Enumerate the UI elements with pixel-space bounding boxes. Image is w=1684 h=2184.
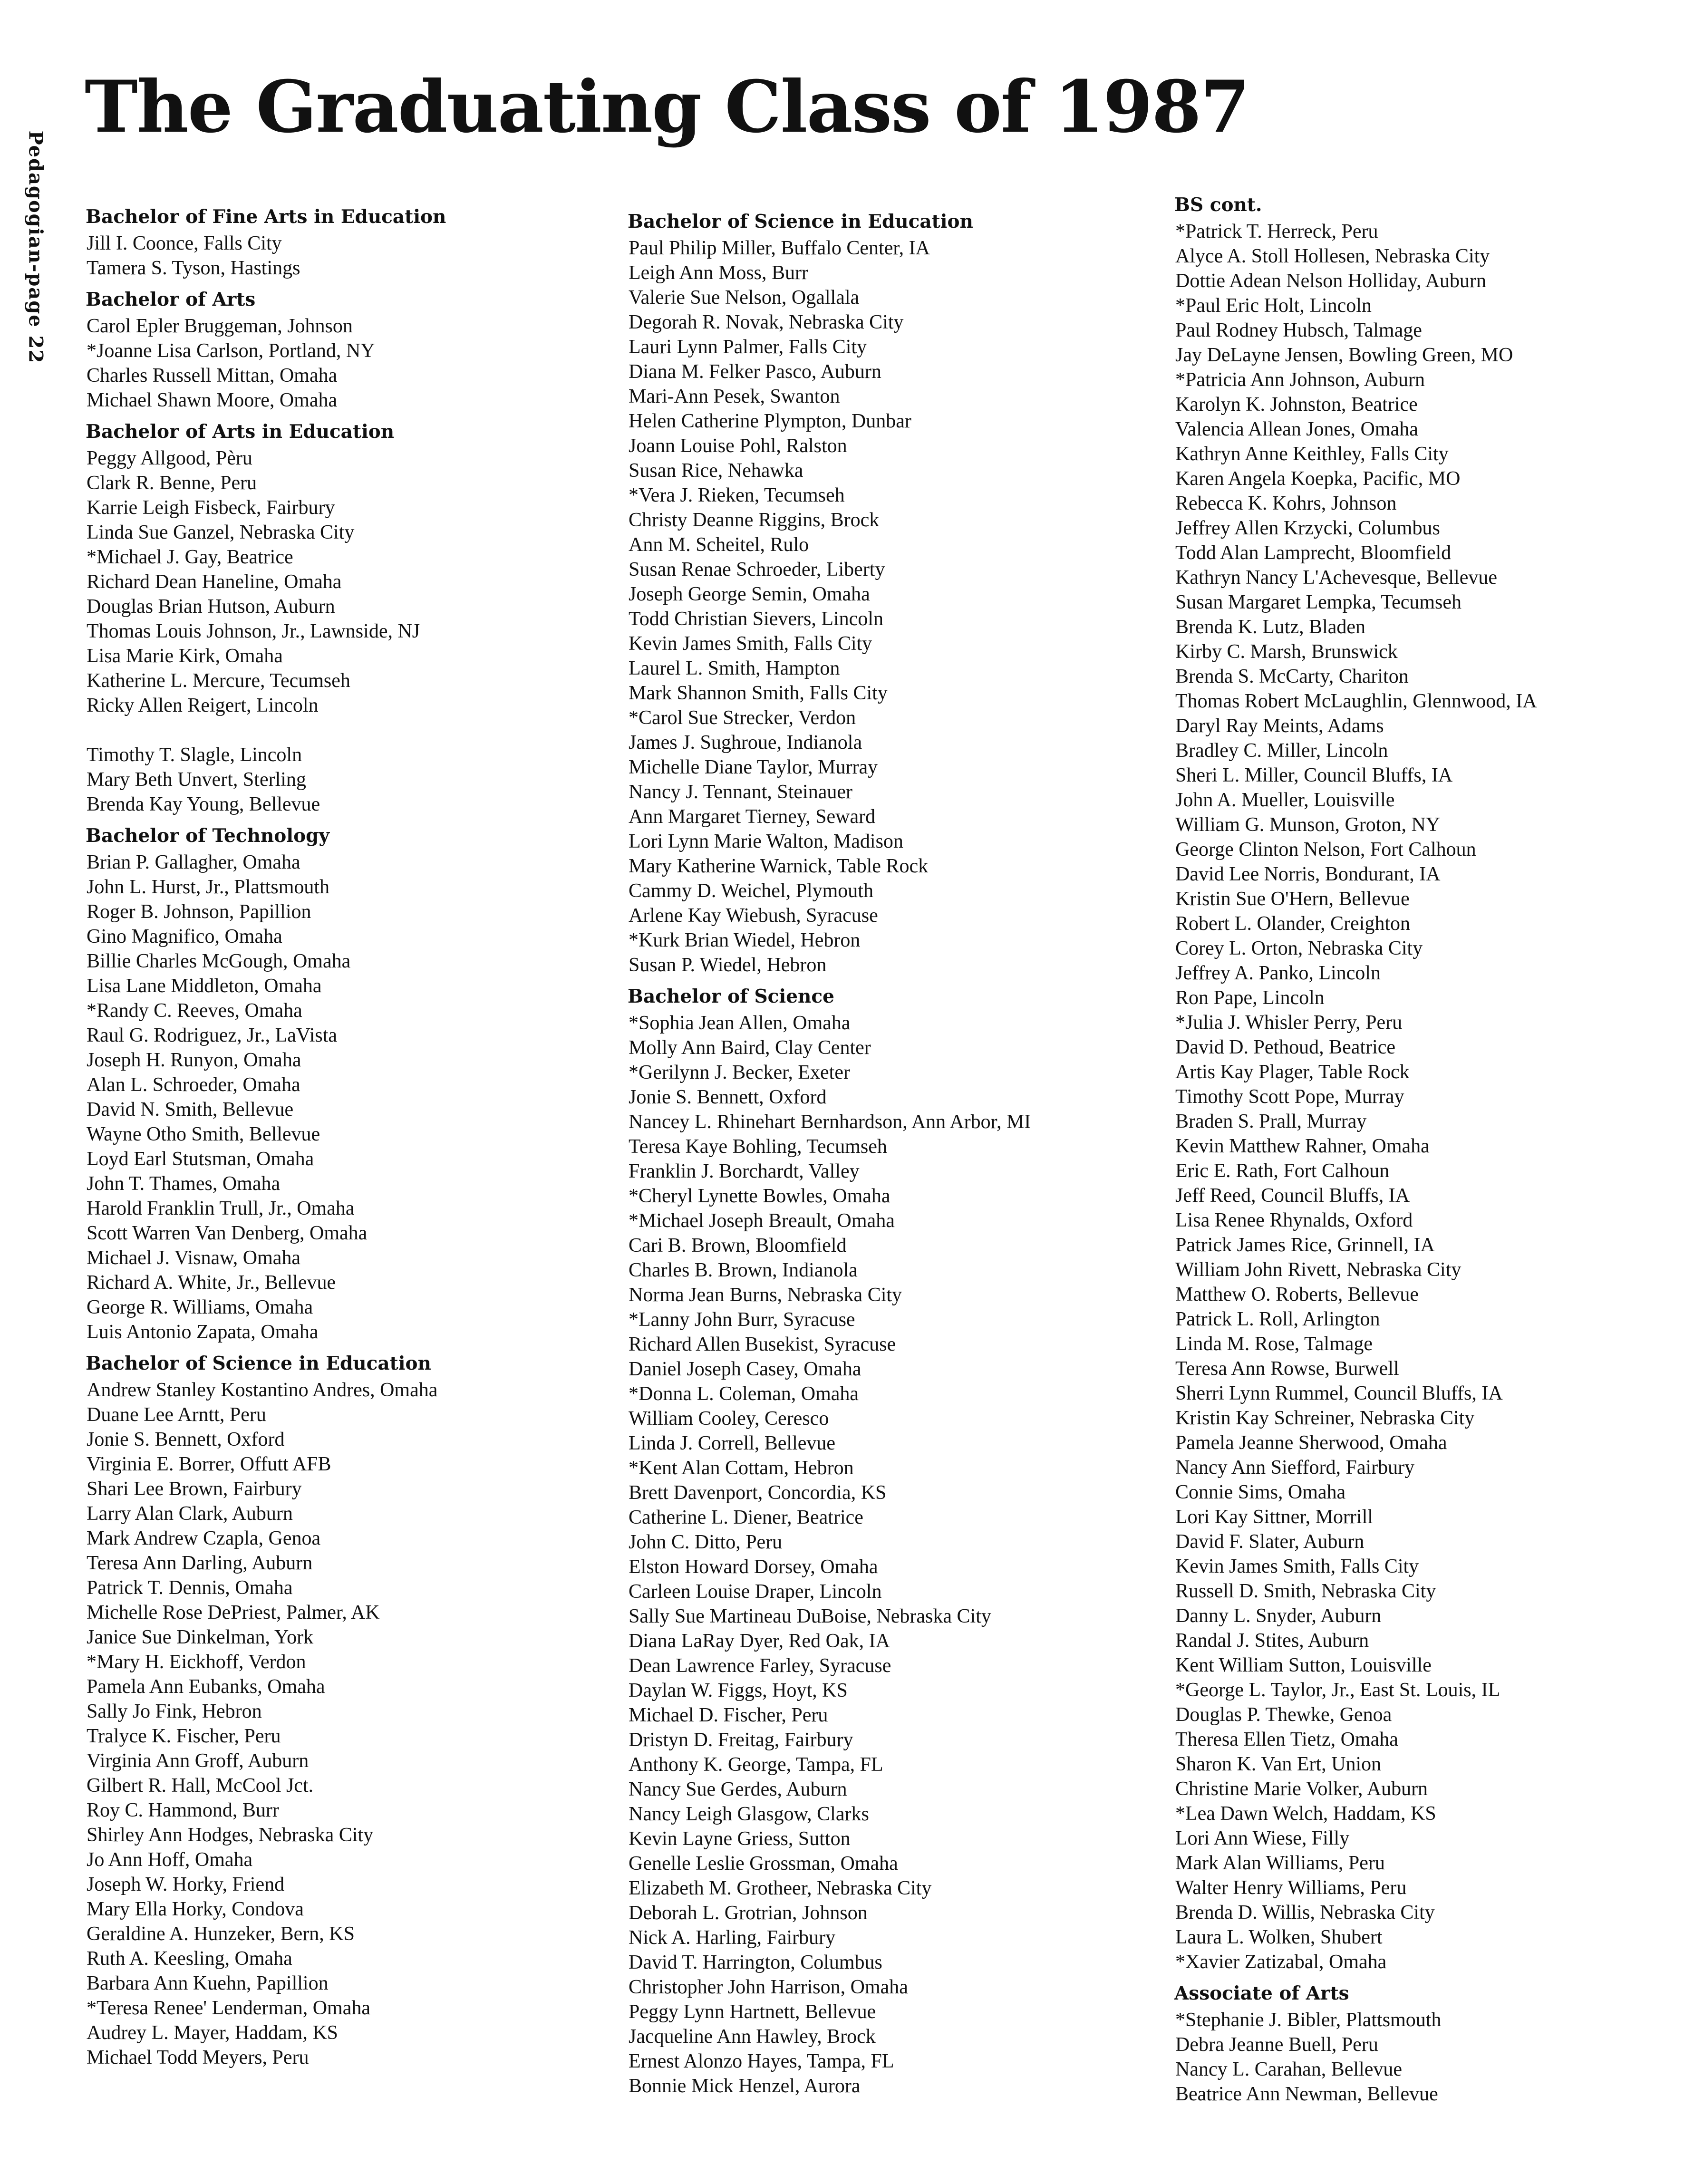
graduate-entry: Diana LaRay Dyer, Red Oak, IA bbox=[629, 1630, 890, 1652]
graduate-entry: Timothy T. Slagle, Lincoln bbox=[87, 744, 302, 766]
graduate-entry: Jacqueline Ann Hawley, Brock bbox=[629, 2026, 876, 2048]
graduate-entry: Virginia Ann Groff, Auburn bbox=[87, 1750, 309, 1772]
graduate-entry: George Clinton Nelson, Fort Calhoun bbox=[1175, 839, 1476, 860]
graduate-entry: Shirley Ann Hodges, Nebraska City bbox=[87, 1824, 374, 1846]
graduate-entry: Matthew O. Roberts, Bellevue bbox=[1175, 1284, 1419, 1305]
graduate-entry: *Patricia Ann Johnson, Auburn bbox=[1175, 369, 1425, 391]
graduate-entry: Michelle Diane Taylor, Murray bbox=[629, 756, 878, 778]
graduate-entry: Jonie S. Bennett, Oxford bbox=[629, 1086, 827, 1108]
graduate-entry: *Stephanie J. Bibler, Plattsmouth bbox=[1175, 2009, 1442, 2031]
section-heading: Bachelor of Science in Education bbox=[86, 1353, 431, 1374]
graduate-entry: *Cheryl Lynette Bowles, Omaha bbox=[629, 1185, 890, 1207]
graduate-entry: Leigh Ann Moss, Burr bbox=[629, 262, 808, 284]
graduate-entry: Ann M. Scheitel, Rulo bbox=[629, 534, 809, 556]
graduate-entry: Patrick T. Dennis, Omaha bbox=[87, 1577, 293, 1599]
graduate-entry: Loyd Earl Stutsman, Omaha bbox=[87, 1148, 314, 1170]
graduate-entry: Paul Philip Miller, Buffalo Center, IA bbox=[629, 237, 930, 259]
graduate-entry: Mari-Ann Pesek, Swanton bbox=[629, 386, 840, 407]
graduate-entry: Richard A. White, Jr., Bellevue bbox=[87, 1272, 336, 1294]
graduate-entry: Russell D. Smith, Nebraska City bbox=[1175, 1580, 1436, 1602]
graduate-entry: *Michael Joseph Breault, Omaha bbox=[629, 1210, 895, 1232]
section-heading: Bachelor of Science bbox=[628, 986, 834, 1007]
graduate-entry: Lori Ann Wiese, Filly bbox=[1175, 1827, 1350, 1849]
graduate-entry: Teresa Ann Darling, Auburn bbox=[87, 1552, 313, 1574]
graduate-list bbox=[86, 743, 580, 817]
graduate-entry: Corey L. Orton, Nebraska City bbox=[1175, 937, 1423, 959]
graduate-entry: Ernest Alonzo Hayes, Tampa, FL bbox=[629, 2050, 894, 2072]
graduate-entry: Robert L. Olander, Creighton bbox=[1175, 913, 1411, 935]
page-title: The Graduating Class of 1987 bbox=[85, 65, 1249, 149]
graduate-entry: Alan L. Schroeder, Omaha bbox=[87, 1074, 300, 1096]
graduate-list bbox=[86, 1378, 580, 2070]
graduate-entry: Molly Ann Baird, Clay Center bbox=[629, 1037, 871, 1059]
graduate-entry: Ricky Allen Reigert, Lincoln bbox=[87, 695, 319, 716]
graduate-entry: Mary Katherine Warnick, Table Rock bbox=[629, 855, 929, 877]
graduate-entry: Tamera S. Tyson, Hastings bbox=[87, 257, 300, 279]
graduate-entry: Jay DeLayne Jensen, Bowling Green, MO bbox=[1175, 344, 1513, 366]
graduate-entry: Genelle Leslie Grossman, Omaha bbox=[629, 1853, 898, 1875]
column-2 bbox=[628, 209, 1132, 2098]
graduate-entry: David N. Smith, Bellevue bbox=[87, 1099, 294, 1121]
graduate-entry: Ann Margaret Tierney, Seward bbox=[629, 806, 876, 828]
graduate-list bbox=[86, 850, 580, 1344]
graduate-entry: *Donna L. Coleman, Omaha bbox=[629, 1383, 859, 1405]
graduate-entry: Anthony K. George, Tampa, FL bbox=[629, 1754, 883, 1776]
graduate-entry: Nancy J. Tennant, Steinauer bbox=[629, 781, 852, 803]
graduate-entry: Arlene Kay Wiebush, Syracuse bbox=[629, 905, 878, 927]
graduate-entry: Bonnie Mick Henzel, Aurora bbox=[629, 2075, 861, 2097]
graduate-entry: Eric E. Rath, Fort Calhoun bbox=[1175, 1160, 1390, 1182]
graduate-entry: Nick A. Harling, Fairbury bbox=[629, 1927, 836, 1949]
graduate-entry: Sally Jo Fink, Hebron bbox=[87, 1701, 262, 1722]
graduate-entry: Shari Lee Brown, Fairbury bbox=[87, 1478, 302, 1500]
graduate-list bbox=[86, 446, 580, 718]
graduate-entry: *Kent Alan Cottam, Hebron bbox=[629, 1457, 854, 1479]
graduate-entry: Thomas Louis Johnson, Jr., Lawnside, NJ bbox=[87, 620, 420, 642]
graduate-entry: Scott Warren Van Denberg, Omaha bbox=[87, 1222, 368, 1244]
graduate-entry: Dottie Adean Nelson Holliday, Auburn bbox=[1175, 270, 1487, 292]
graduate-entry: David D. Pethoud, Beatrice bbox=[1175, 1036, 1396, 1058]
graduate-entry: Joseph H. Runyon, Omaha bbox=[87, 1049, 301, 1071]
graduate-entry: Roy C. Hammond, Burr bbox=[87, 1799, 279, 1821]
graduate-entry: Thomas Robert McLaughlin, Glennwood, IA bbox=[1175, 690, 1537, 712]
graduate-entry: Peggy Lynn Hartnett, Bellevue bbox=[629, 2001, 876, 2023]
graduate-entry: Braden S. Prall, Murray bbox=[1175, 1111, 1367, 1132]
graduate-entry: Timothy Scott Pope, Murray bbox=[1175, 1086, 1404, 1108]
graduate-entry: *Joanne Lisa Carlson, Portland, NY bbox=[87, 340, 375, 362]
graduate-entry: *Julia J. Whisler Perry, Peru bbox=[1175, 1012, 1403, 1034]
graduate-entry: *Carol Sue Strecker, Verdon bbox=[629, 707, 856, 729]
graduate-entry: John A. Mueller, Louisville bbox=[1175, 789, 1395, 811]
graduate-entry: Wayne Otho Smith, Bellevue bbox=[87, 1123, 320, 1145]
graduate-entry: *Lanny John Burr, Syracuse bbox=[629, 1309, 855, 1331]
graduate-entry: Valerie Sue Nelson, Ogallala bbox=[629, 287, 860, 309]
graduate-entry: Katherine L. Mercure, Tecumseh bbox=[87, 670, 350, 692]
graduate-entry: Janice Sue Dinkelman, York bbox=[87, 1626, 314, 1648]
graduate-entry: Valencia Allean Jones, Omaha bbox=[1175, 418, 1418, 440]
graduate-entry: Lori Lynn Marie Walton, Madison bbox=[629, 831, 903, 852]
graduate-entry: Lisa Renee Rhynalds, Oxford bbox=[1175, 1209, 1413, 1231]
graduate-entry: Susan Renae Schroeder, Liberty bbox=[629, 559, 885, 580]
graduate-entry: *Paul Eric Holt, Lincoln bbox=[1175, 295, 1372, 317]
graduate-entry: *Michael J. Gay, Beatrice bbox=[87, 546, 293, 568]
graduate-entry: Catherine L. Diener, Beatrice bbox=[629, 1507, 863, 1528]
graduate-entry: Sharon K. Van Ert, Union bbox=[1175, 1753, 1382, 1775]
graduate-list bbox=[628, 236, 1132, 977]
graduate-entry: Kathryn Nancy L'Achevesque, Bellevue bbox=[1175, 567, 1497, 589]
graduate-entry: Walter Henry Williams, Peru bbox=[1175, 1877, 1407, 1899]
graduate-entry: *Gerilynn J. Becker, Exeter bbox=[629, 1062, 850, 1083]
graduate-entry: Michelle Rose DePriest, Palmer, AK bbox=[87, 1602, 380, 1624]
graduate-entry: *Teresa Renee' Lenderman, Omaha bbox=[87, 1997, 371, 2019]
graduate-entry: Tralyce K. Fischer, Peru bbox=[87, 1725, 281, 1747]
graduate-entry: Lisa Lane Middleton, Omaha bbox=[87, 975, 322, 997]
graduate-entry: Susan Margaret Lempka, Tecumseh bbox=[1175, 591, 1462, 613]
graduate-entry: Karolyn K. Johnston, Beatrice bbox=[1175, 394, 1418, 416]
graduate-entry: Diana M. Felker Pasco, Auburn bbox=[629, 361, 881, 383]
graduate-entry: Nancy Leigh Glasgow, Clarks bbox=[629, 1803, 869, 1825]
page-side-label bbox=[19, 124, 52, 371]
graduate-entry: James J. Sughroue, Indianola bbox=[629, 732, 862, 754]
graduate-entry: John L. Hurst, Jr., Plattsmouth bbox=[87, 876, 330, 898]
graduate-entry: Kent William Sutton, Louisville bbox=[1175, 1654, 1432, 1676]
graduate-entry: Linda J. Correll, Bellevue bbox=[629, 1432, 836, 1454]
graduate-entry: *Lea Dawn Welch, Haddam, KS bbox=[1175, 1803, 1436, 1825]
graduate-entry: Billie Charles McGough, Omaha bbox=[87, 950, 351, 972]
graduate-entry: Brenda Kay Young, Bellevue bbox=[87, 793, 320, 815]
section-heading: Bachelor of Arts in Education bbox=[86, 421, 395, 443]
graduate-entry: Deborah L. Grotrian, Johnson bbox=[629, 1902, 868, 1924]
graduate-entry: *Randy C. Reeves, Omaha bbox=[87, 1000, 302, 1022]
graduate-entry: Sally Sue Martineau DuBoise, Nebraska City bbox=[629, 1605, 991, 1627]
graduate-entry: Virginia E. Borrer, Offutt AFB bbox=[87, 1453, 331, 1475]
graduate-entry: Norma Jean Burns, Nebraska City bbox=[629, 1284, 902, 1306]
section-heading: Bachelor of Technology bbox=[86, 825, 330, 847]
section-heading: Bachelor of Science in Education bbox=[628, 211, 973, 232]
graduate-entry: Brett Davenport, Concordia, KS bbox=[629, 1482, 887, 1504]
graduate-entry: Lori Kay Sittner, Morrill bbox=[1175, 1506, 1373, 1528]
graduate-entry: Dean Lawrence Farley, Syracuse bbox=[629, 1655, 891, 1677]
graduate-entry: Christopher John Harrison, Omaha bbox=[629, 1976, 908, 1998]
graduate-entry: Mark Alan Williams, Peru bbox=[1175, 1852, 1385, 1874]
graduate-entry: Douglas Brian Hutson, Auburn bbox=[87, 596, 335, 618]
graduate-entry: Cari B. Brown, Bloomfield bbox=[629, 1235, 847, 1256]
graduate-entry: Mark Andrew Czapla, Genoa bbox=[87, 1527, 321, 1549]
graduate-entry: Carleen Louise Draper, Lincoln bbox=[629, 1581, 882, 1603]
graduate-entry: Kevin James Smith, Falls City bbox=[1175, 1556, 1419, 1577]
section-heading: Bachelor of Fine Arts in Education bbox=[86, 206, 446, 228]
graduate-entry: Raul G. Rodriguez, Jr., LaVista bbox=[87, 1024, 338, 1046]
graduate-entry: William John Rivett, Nebraska City bbox=[1175, 1259, 1461, 1281]
graduate-entry: *Mary H. Eickhoff, Verdon bbox=[87, 1651, 306, 1673]
graduate-entry: Artis Kay Plager, Table Rock bbox=[1175, 1061, 1410, 1083]
graduate-entry: Charles B. Brown, Indianola bbox=[629, 1259, 858, 1281]
graduate-entry: Jeffrey A. Panko, Lincoln bbox=[1175, 962, 1381, 984]
graduate-entry: Duane Lee Arntt, Peru bbox=[87, 1404, 266, 1426]
graduate-entry: Joann Louise Pohl, Ralston bbox=[629, 435, 847, 457]
graduate-entry: Daylan W. Figgs, Hoyt, KS bbox=[629, 1680, 848, 1701]
graduate-entry: Mary Beth Unvert, Sterling bbox=[87, 769, 306, 791]
graduate-entry: Jill I. Coonce, Falls City bbox=[87, 232, 282, 254]
graduate-entry: Dristyn D. Freitag, Fairbury bbox=[629, 1729, 853, 1751]
graduate-entry: Michael J. Visnaw, Omaha bbox=[87, 1247, 301, 1269]
graduate-entry: John C. Ditto, Peru bbox=[629, 1531, 783, 1553]
graduate-entry: Carol Epler Bruggeman, Johnson bbox=[87, 315, 353, 337]
graduate-entry: Helen Catherine Plympton, Dunbar bbox=[629, 410, 911, 432]
graduate-entry: Mark Shannon Smith, Falls City bbox=[629, 682, 888, 704]
graduate-entry: *Kurk Brian Wiedel, Hebron bbox=[629, 929, 861, 951]
graduate-entry: William Cooley, Ceresco bbox=[629, 1408, 829, 1430]
graduate-entry: Sheri L. Miller, Council Bluffs, IA bbox=[1175, 764, 1453, 786]
graduate-entry: Debra Jeanne Buell, Peru bbox=[1175, 2034, 1378, 2056]
graduate-list bbox=[86, 231, 580, 280]
graduate-entry: John T. Thames, Omaha bbox=[87, 1173, 281, 1195]
graduate-entry: Elston Howard Dorsey, Omaha bbox=[629, 1556, 878, 1578]
graduate-entry: Linda M. Rose, Talmage bbox=[1175, 1333, 1373, 1355]
graduate-entry: Mary Ella Horky, Condova bbox=[87, 1898, 304, 1920]
graduate-entry: Ron Pape, Lincoln bbox=[1175, 987, 1325, 1009]
graduate-entry: Jonie S. Bennett, Oxford bbox=[87, 1429, 285, 1450]
graduate-entry: Karen Angela Koepka, Pacific, MO bbox=[1175, 468, 1461, 490]
graduate-entry: Geraldine A. Hunzeker, Bern, KS bbox=[87, 1923, 355, 1945]
graduate-entry: Gilbert R. Hall, McCool Jct. bbox=[87, 1775, 314, 1797]
graduate-entry: Jeffrey Allen Krzycki, Columbus bbox=[1175, 517, 1440, 539]
graduate-entry: *Vera J. Rieken, Tecumseh bbox=[629, 484, 845, 506]
graduate-entry: George R. Williams, Omaha bbox=[87, 1296, 313, 1318]
graduate-entry: Lisa Marie Kirk, Omaha bbox=[87, 645, 283, 667]
graduate-entry: Clark R. Benne, Peru bbox=[87, 472, 257, 494]
graduate-entry: Todd Alan Lamprecht, Bloomfield bbox=[1175, 542, 1452, 564]
graduate-entry: Kristin Sue O'Hern, Bellevue bbox=[1175, 888, 1410, 910]
graduate-entry: Susan P. Wiedel, Hebron bbox=[629, 954, 827, 976]
graduate-entry: Bradley C. Miller, Lincoln bbox=[1175, 740, 1388, 762]
graduate-entry: Danny L. Snyder, Auburn bbox=[1175, 1605, 1382, 1627]
graduate-entry: David T. Harrington, Columbus bbox=[629, 1952, 882, 1973]
graduate-entry: Pamela Ann Eubanks, Omaha bbox=[87, 1676, 325, 1698]
graduate-entry: Rebecca K. Kohrs, Johnson bbox=[1175, 493, 1397, 514]
section-heading: BS cont. bbox=[1174, 194, 1262, 216]
graduate-entry: Randal J. Stites, Auburn bbox=[1175, 1630, 1369, 1652]
graduate-entry: Joseph George Semin, Omaha bbox=[629, 583, 870, 605]
graduate-entry: Peggy Allgood, Pèru bbox=[87, 447, 252, 469]
column-1 bbox=[86, 204, 580, 2070]
graduate-entry: Gino Magnifico, Omaha bbox=[87, 926, 282, 947]
graduate-entry: Christine Marie Volker, Auburn bbox=[1175, 1778, 1428, 1800]
graduate-entry: Michael Shawn Moore, Omaha bbox=[87, 389, 338, 411]
graduate-entry: Teresa Ann Rowse, Burwell bbox=[1175, 1358, 1399, 1380]
list-gap bbox=[86, 718, 580, 743]
graduate-entry: Michael Todd Meyers, Peru bbox=[87, 2047, 309, 2068]
section-heading: Bachelor of Arts bbox=[86, 289, 256, 310]
graduate-entry: Andrew Stanley Kostantino Andres, Omaha bbox=[87, 1379, 438, 1401]
graduate-entry: William G. Munson, Groton, NY bbox=[1175, 814, 1441, 836]
column-3 bbox=[1174, 193, 1669, 2107]
graduate-list bbox=[1174, 219, 1669, 1974]
graduate-entry: Alyce A. Stoll Hollesen, Nebraska City bbox=[1175, 245, 1490, 267]
graduate-entry: Nancy L. Carahan, Bellevue bbox=[1175, 2058, 1402, 2080]
graduate-entry: Kirby C. Marsh, Brunswick bbox=[1175, 641, 1398, 663]
graduate-entry: Theresa Ellen Tietz, Omaha bbox=[1175, 1729, 1398, 1750]
graduate-entry: Roger B. Johnson, Papillion bbox=[87, 901, 311, 923]
graduate-entry: *Sophia Jean Allen, Omaha bbox=[629, 1012, 851, 1034]
graduate-entry: Teresa Kaye Bohling, Tecumseh bbox=[629, 1136, 887, 1158]
graduate-entry: Christy Deanne Riggins, Brock bbox=[629, 509, 880, 531]
graduate-entry: Susan Rice, Nehawka bbox=[629, 460, 803, 482]
graduate-entry: David F. Slater, Auburn bbox=[1175, 1531, 1365, 1553]
graduate-entry: Harold Franklin Trull, Jr., Omaha bbox=[87, 1198, 355, 1219]
graduate-entry: Larry Alan Clark, Auburn bbox=[87, 1503, 293, 1525]
graduate-entry: Linda Sue Ganzel, Nebraska City bbox=[87, 522, 355, 543]
graduate-entry: Cammy D. Weichel, Plymouth bbox=[629, 880, 873, 902]
graduate-entry: Nancy Ann Siefford, Fairbury bbox=[1175, 1457, 1415, 1479]
graduate-list bbox=[1174, 2008, 1669, 2107]
graduate-entry: Pamela Jeanne Sherwood, Omaha bbox=[1175, 1432, 1447, 1454]
graduate-entry: Jo Ann Hoff, Omaha bbox=[87, 1849, 253, 1871]
graduate-entry: *George L. Taylor, Jr., East St. Louis, IL bbox=[1175, 1679, 1500, 1701]
graduate-entry: Brenda S. McCarty, Chariton bbox=[1175, 666, 1409, 687]
graduate-list bbox=[628, 1011, 1132, 2098]
graduate-entry: Ruth A. Keesling, Omaha bbox=[87, 1948, 292, 1970]
graduate-entry: Jeff Reed, Council Bluffs, IA bbox=[1175, 1185, 1410, 1207]
graduate-entry: Daniel Joseph Casey, Omaha bbox=[629, 1358, 861, 1380]
graduate-entry: Lauri Lynn Palmer, Falls City bbox=[629, 336, 867, 358]
graduate-entry: *Patrick T. Herreck, Peru bbox=[1175, 221, 1378, 242]
graduate-entry: Paul Rodney Hubsch, Talmage bbox=[1175, 319, 1422, 341]
graduate-entry: Charles Russell Mittan, Omaha bbox=[87, 365, 338, 387]
graduate-entry: Luis Antonio Zapata, Omaha bbox=[87, 1321, 319, 1343]
graduate-entry: Barbara Ann Kuehn, Papillion bbox=[87, 1972, 329, 1994]
graduate-entry: Nancey L. Rhinehart Bernhardson, Ann Arbor, MI bbox=[629, 1111, 1031, 1133]
graduate-entry: Brenda K. Lutz, Bladen bbox=[1175, 616, 1366, 638]
graduate-entry: Daryl Ray Meints, Adams bbox=[1175, 715, 1384, 737]
graduate-entry: Franklin J. Borchardt, Valley bbox=[629, 1160, 860, 1182]
graduate-entry: Joseph W. Horky, Friend bbox=[87, 1874, 285, 1895]
graduate-entry: Patrick James Rice, Grinnell, IA bbox=[1175, 1234, 1435, 1256]
section-heading: Associate of Arts bbox=[1174, 1982, 1349, 2004]
graduate-entry: Michael D. Fischer, Peru bbox=[629, 1704, 828, 1726]
graduate-entry: Richard Allen Busekist, Syracuse bbox=[629, 1334, 896, 1355]
graduate-entry: Karrie Leigh Fisbeck, Fairbury bbox=[87, 497, 335, 519]
graduate-entry: Degorah R. Novak, Nebraska City bbox=[629, 311, 904, 333]
side-label-text: Pedagogian-page 22 bbox=[24, 130, 47, 364]
graduate-list bbox=[86, 314, 580, 413]
graduate-entry: Beatrice Ann Newman, Bellevue bbox=[1175, 2083, 1438, 2105]
graduate-entry: Laura L. Wolken, Shubert bbox=[1175, 1926, 1383, 1948]
graduate-entry: Audrey L. Mayer, Haddam, KS bbox=[87, 2022, 339, 2044]
graduate-entry: Brian P. Gallagher, Omaha bbox=[87, 851, 300, 873]
graduate-entry: Connie Sims, Omaha bbox=[1175, 1481, 1346, 1503]
graduate-entry: Kathryn Anne Keithley, Falls City bbox=[1175, 443, 1449, 465]
graduate-entry: Nancy Sue Gerdes, Auburn bbox=[629, 1778, 847, 1800]
graduate-entry: Todd Christian Sievers, Lincoln bbox=[629, 608, 883, 630]
graduate-entry: Richard Dean Haneline, Omaha bbox=[87, 571, 342, 593]
graduate-entry: Patrick L. Roll, Arlington bbox=[1175, 1308, 1380, 1330]
graduate-entry: David Lee Norris, Bondurant, IA bbox=[1175, 863, 1441, 885]
graduate-entry: Brenda D. Willis, Nebraska City bbox=[1175, 1902, 1435, 1923]
graduate-entry: *Xavier Zatizabal, Omaha bbox=[1175, 1951, 1387, 1973]
graduate-entry: Kevin Layne Griess, Sutton bbox=[629, 1828, 851, 1850]
graduate-entry: Douglas P. Thewke, Genoa bbox=[1175, 1704, 1392, 1726]
graduate-entry: Kevin Matthew Rahner, Omaha bbox=[1175, 1135, 1430, 1157]
graduate-entry: Elizabeth M. Grotheer, Nebraska City bbox=[629, 1877, 932, 1899]
graduate-entry: Kristin Kay Schreiner, Nebraska City bbox=[1175, 1407, 1475, 1429]
graduate-entry: Sherri Lynn Rummel, Council Bluffs, IA bbox=[1175, 1382, 1503, 1404]
graduate-entry: Kevin James Smith, Falls City bbox=[629, 633, 872, 655]
graduate-entry: Laurel L. Smith, Hampton bbox=[629, 657, 840, 679]
